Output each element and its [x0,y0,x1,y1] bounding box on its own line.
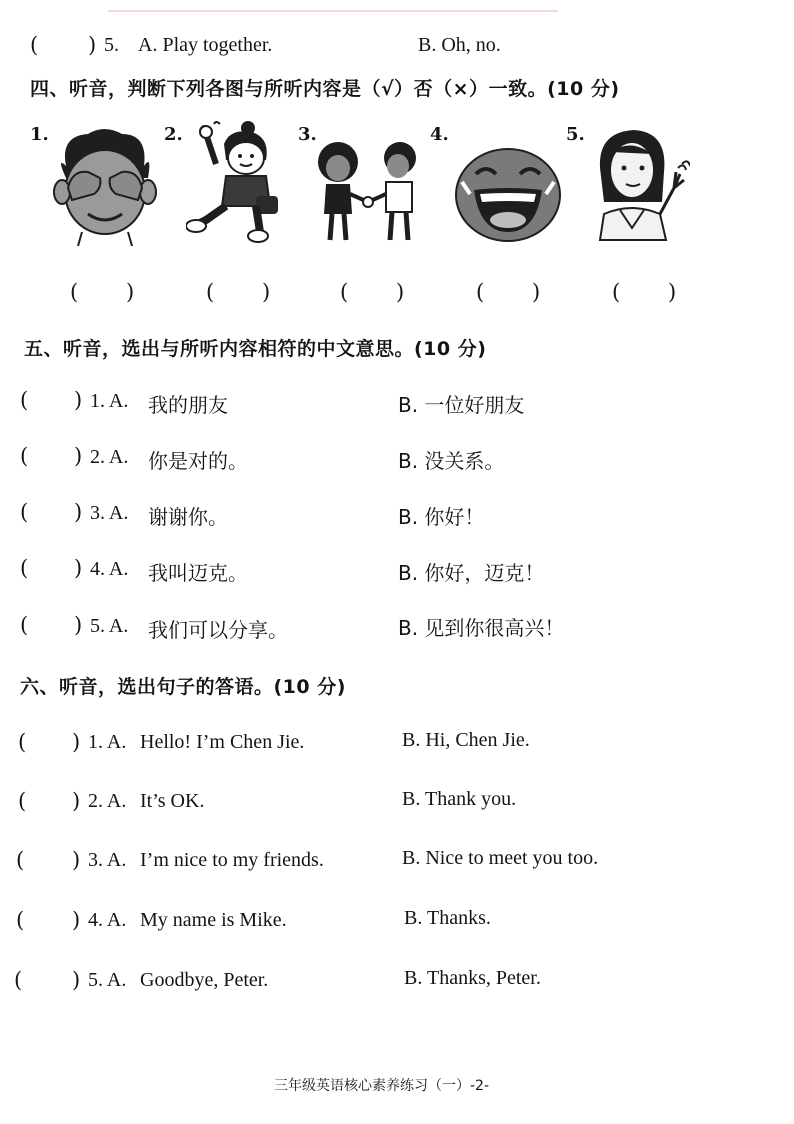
answer-paren-close: ) [72,789,81,813]
option-a: 我们可以分享。 [148,618,288,642]
option-b: B. Thanks, Peter. [404,967,541,989]
answer-paren-close: ) [72,730,81,754]
answer-paren-open: ( [206,280,215,304]
option-b: B. Nice to meet you too. [402,847,599,869]
answer-paren-close: ) [74,444,83,468]
answer-paren-open: ( [16,908,25,932]
question-number: 2. A. [88,790,127,812]
section-6-heading: 六、听音，选出句子的答语。(10 分) [20,676,346,698]
picture-number: 4. [430,124,449,145]
option-a: I’m nice to my friends. [140,849,324,871]
question-number: 3. A. [90,502,129,524]
answer-paren-close: ) [74,613,83,637]
answer-paren-close: ) [396,280,405,304]
question-number: 2. A. [90,446,129,468]
option-b: B. Thank you. [402,788,517,810]
picture-number: 3. [298,124,317,145]
answer-paren-open: ( [30,33,39,57]
answer-paren-open: ( [20,444,29,468]
option-a: 我叫迈克。 [148,561,248,585]
option-a: 你是对的。 [148,449,248,473]
question-number: 1. A. [88,731,127,753]
answer-paren-open: ( [18,789,27,813]
answer-paren-close: ) [72,968,81,992]
answer-paren-close: ) [668,280,677,304]
option-a: A. Play together. [138,34,273,56]
option-b: B. 没关系。 [398,449,505,473]
child-covering-eyes-icon [48,126,160,246]
page-footer: 三年级英语核心素养练习（一）-2- [274,1078,490,1094]
question-number: 4. A. [88,909,127,931]
option-b: B. Thanks. [404,907,491,929]
section-4-heading: 四、听音，判断下列各图与所听内容是（√）否（×）一致。(10 分) [30,78,620,100]
option-b: B. 见到你很高兴！ [398,616,565,640]
section-5-heading: 五、听音，选出与所听内容相符的中文意思。(10 分) [24,338,487,360]
laughing-face-icon [452,146,564,244]
question-number: 4. A. [90,558,129,580]
answer-paren-open: ( [70,280,79,304]
option-a: Hello! I’m Chen Jie. [140,731,305,753]
answer-paren-close: ) [532,280,541,304]
question-number: 1. A. [90,390,129,412]
answer-paren-close: ) [126,280,135,304]
answer-paren-open: ( [20,556,29,580]
option-b: B. Oh, no. [418,34,501,56]
question-number: 3. A. [88,849,127,871]
option-b: B. Hi, Chen Jie. [402,729,530,751]
question-number: 5. [104,34,119,56]
answer-paren-close: ) [72,908,81,932]
question-number: 5. A. [88,969,127,991]
option-a: 我的朋友 [148,393,228,417]
answer-paren-close: ) [74,500,83,524]
question-number: 5. A. [90,615,129,637]
answer-paren-open: ( [20,388,29,412]
woman-waving-icon [590,128,690,242]
option-b: B. 你好！ [398,505,485,529]
option-a: 谢谢你。 [148,505,228,529]
answer-paren-open: ( [16,848,25,872]
picture-number: 2. [164,124,183,145]
answer-paren-open: ( [612,280,621,304]
answer-paren-open: ( [340,280,349,304]
picture-number: 1. [30,124,49,145]
answer-paren-close: ) [74,388,83,412]
option-b: B. 一位好朋友 [398,393,525,417]
option-a: My name is Mike. [140,909,287,931]
answer-paren-close: ) [72,848,81,872]
answer-paren-open: ( [14,968,23,992]
girl-waving-icon [186,120,282,244]
children-shaking-hands-icon [308,140,430,244]
answer-paren-open: ( [18,730,27,754]
answer-paren-open: ( [20,500,29,524]
answer-paren-open: ( [476,280,485,304]
option-a: It’s OK. [140,790,205,812]
answer-paren-open: ( [20,613,29,637]
answer-paren-close: ) [74,556,83,580]
option-a: Goodbye, Peter. [140,969,269,991]
picture-number: 5. [566,124,585,145]
option-b: B. 你好，迈克！ [398,561,545,585]
top-divider [108,10,558,12]
answer-paren-close: ) [262,280,271,304]
answer-paren-close: ) [88,33,97,57]
